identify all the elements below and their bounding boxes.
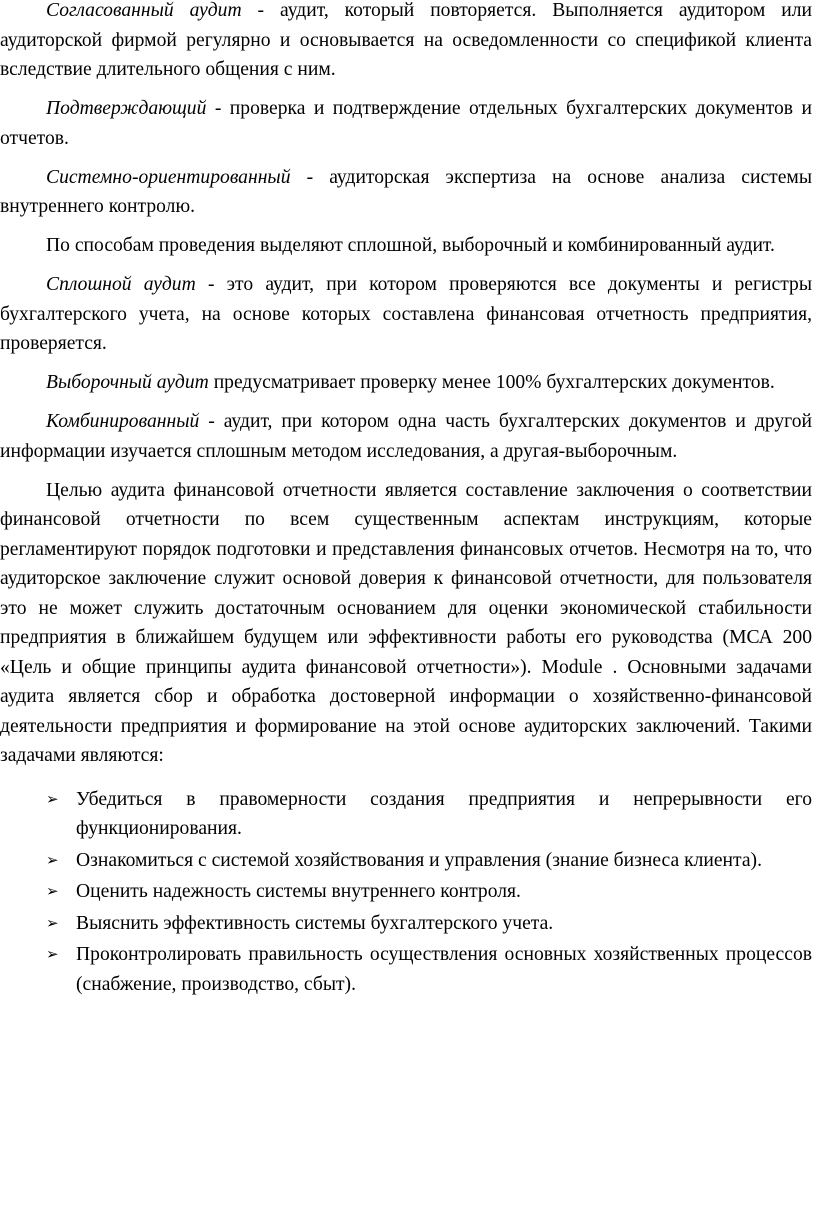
paragraph-coordinated-audit (0, 0, 812, 85)
list-item-text: Убедиться в правомерности создания предприятия и непрерывности его функционирования. (76, 788, 812, 839)
arrow-bullet-icon: ➢ (46, 850, 59, 869)
term-coordinated-audit: Согласованный аудит (46, 0, 242, 21)
definition-system-oriented-audit: - аудиторская экспертиза на основе анализа системы внутреннего контролю. (0, 166, 812, 217)
paragraph-sample-audit (0, 368, 812, 398)
audit-purpose-text: Целью аудита финансовой отчетности является составление заключения о соответствии финансовой отчетности по всем существенным аспектам инструкциям, которые регламентируют порядок подготовки и представления финансовых отчетов. Несмотря на то, что аудиторское заключение служит основой доверия к финансовой отчетности, для пользователя это не может служить достаточным основанием для оценки экономической стабильности предприятия в ближайшем будущем или эффективности работы его руководства (МСА 200 «Цель и общие принципы аудита финансовой отчетности»). Module . Основными задачами аудита является сбор и обработка достоверной информации о хозяйственно-финансовой деятельности предприятия и формирование на этой основе аудиторских заключений. Такими задачами являются: (0, 479, 812, 766)
arrow-bullet-icon: ➢ (46, 882, 59, 900)
list-item-text: Оценить надежность системы внутреннего контроля. (76, 881, 521, 902)
audit-tasks-list (0, 785, 812, 1000)
arrow-bullet-icon: ➢ (46, 789, 59, 808)
list-item (46, 877, 812, 907)
list-item-text: Выяснить эффективность системы бухгалтерского учета. (76, 912, 554, 934)
paragraph-audit-purpose (0, 476, 812, 771)
term-combined-audit: Комбинированный (46, 411, 200, 432)
paragraph-confirming-audit (0, 94, 812, 153)
definition-combined-audit: - аудит, при котором одна часть бухгалтерских документов и другой информации изучается сплошным методом исследования, а другая-выборочным. (0, 411, 812, 462)
definition-coordinated-audit: - аудит, который повторяется. Выполняется аудитором или аудиторской фирмой регулярно и основывается на осведомленности со спецификой клиента вследствие длительного общения с ним. (0, 0, 812, 80)
term-sample-audit: Выборочный аудит (46, 372, 209, 393)
arrow-bullet-icon: ➢ (46, 913, 59, 932)
term-system-oriented-audit: Системно-ориентированный (46, 166, 291, 188)
list-item-text: Проконтролировать правильность осуществления основных хозяйственных процессов (снабжение, производство, сбыт). (76, 944, 812, 995)
definition-sample-audit: предусматривает проверку менее 100% бухгалтерских документов. (208, 372, 775, 393)
term-confirming-audit: Подтверждающий (46, 98, 207, 119)
audit-methods-text: По способам проведения выделяют сплошной, выборочный и комбинированный аудит. (46, 235, 775, 256)
list-item (46, 846, 812, 876)
paragraph-combined-audit (0, 407, 812, 466)
paragraph-audit-methods (0, 231, 812, 261)
list-item (46, 940, 812, 999)
paragraph-full-audit (0, 270, 812, 359)
arrow-bullet-icon: ➢ (46, 945, 59, 963)
definition-confirming-audit: - проверка и подтверждение отдельных бухгалтерских документов и отчетов. (0, 98, 812, 149)
paragraph-system-oriented-audit (0, 163, 812, 222)
list-item-text: Ознакомиться с системой хозяйствования и управления (знание бизнеса клиента). (76, 849, 762, 871)
list-item (46, 909, 812, 939)
definition-full-audit: - это аудит, при котором проверяются все документы и регистры бухгалтерского учета, на основе которых составлена финансовая отчетность предприятия, проверяется. (0, 274, 812, 354)
term-full-audit: Сплошной аудит (46, 274, 196, 295)
list-item (46, 785, 812, 844)
